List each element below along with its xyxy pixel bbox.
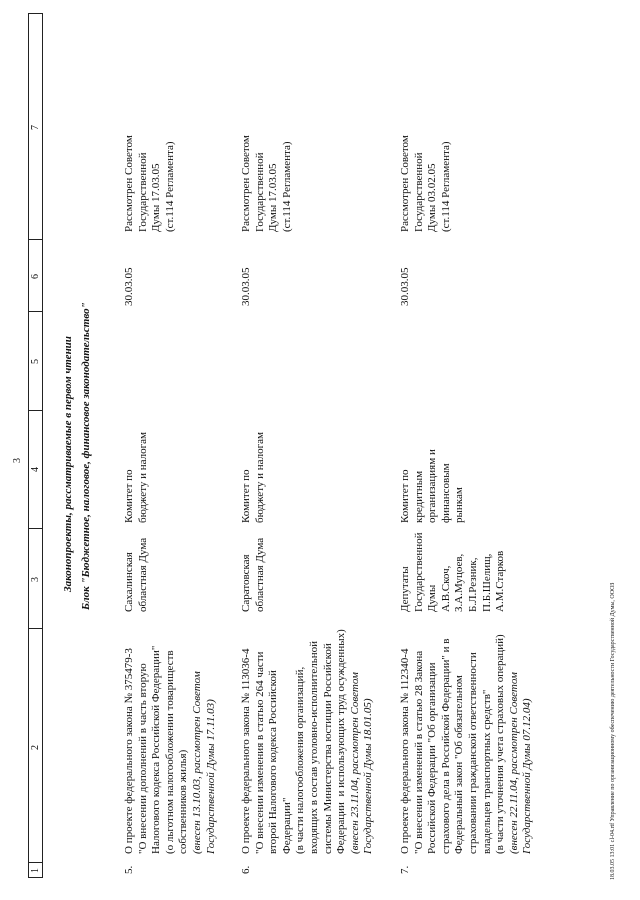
header-divider-5 [28,311,43,312]
header-divider-4 [28,410,43,411]
responsible-committee: Комитет по кредитным организациям и финансовым рынкам [399,449,466,523]
review-status: Рассмотрен Советом Государственной Думы 17.03.05 (ст.114 Регламента) [240,135,293,232]
column-number-3: 3 [30,577,41,582]
row-number: 5. [123,865,135,874]
column-number-2: 2 [30,745,41,750]
review-date: 30.03.05 [240,267,252,306]
row-number: 7. [399,865,411,874]
bill-author: Саратовская областная Дума [240,537,266,612]
section-title: Законопроекты, рассматриваемые в первом чтении [62,336,74,592]
column-number-1: 1 [30,868,41,873]
bill-description: О проекте федерального закона № 113036-4 "О внесении изменения в статью 264 части второй Налогового кодекса Российской Федерации" (в части налогообложения организаций, входящих в состав уголовно-исполнительной системы Министерства юстиции Российской Федерации и использующих труд осужденных) (внесен 23.11.04, рассмотрен Советом Государственной Думы 18.01.05) [240,629,375,854]
responsible-committee: Комитет по бюджету и налогам [123,432,149,523]
bill-description: О проекте федерального закона № 375479-3 "О внесении дополнений в часть вторую Налогового кодекса Российской Федерации" (о льготном налогообложении товариществ собственников жилья) (внесен 13.10.03, рассмотрен Советом Государственной Думы 17.11.03) [123,645,217,854]
header-top-border [28,13,29,878]
column-number-6: 6 [30,274,41,279]
bill-author: Сахалинская областная Дума [123,537,149,612]
page-footer: 18.03.05 13:01 cl-04.rtf Управление по организационному обеспечению деятельности Государственной Думы, ОООЗ [610,582,616,880]
review-status: Рассмотрен Советом Государственной Думы 17.03.05 (ст.114 Регламента) [123,135,176,232]
header-divider-right [28,13,43,14]
column-number-5: 5 [30,359,41,364]
responsible-committee: Комитет по бюджету и налогам [240,432,266,523]
header-bottom-border [42,13,43,878]
column-number-7: 7 [30,125,41,130]
header-divider-6 [28,239,43,240]
header-divider-2 [28,628,43,629]
header-divider-left [28,877,43,878]
row-number: 6. [240,865,252,874]
bill-description: О проекте федерального закона № 112340-4 "О внесении изменений в статью 28 Закона Российской Федерации "Об организации страхового дела в Российской Федерации" и в Федеральный закон "Об обязательном страховании гражданской ответственности владельцев транспортных средств" (в части уточнения учета страховых операций) (внесен 22.11.04, рассмотрен Советом Государственной Думы 07.12.04) [399,634,534,854]
header-divider-1 [28,862,43,863]
review-status: Рассмотрен Советом Государственной Думы 03.02.05 (ст.114 Регламента) [399,135,452,232]
review-date: 30.03.05 [399,267,411,306]
bill-author: Депутаты Государственной Думы А.В.Скоч, З.А.Муцоев, Б.Л.Резник, П.Б.Шелищ, А.М.Старков [399,532,507,612]
column-number-4: 4 [30,467,41,472]
block-title: Блок "Бюджетное, налоговое, финансовое законодательство" [80,302,92,610]
page-number: 3 [12,458,23,463]
review-date: 30.03.05 [123,267,135,306]
header-divider-3 [28,528,43,529]
